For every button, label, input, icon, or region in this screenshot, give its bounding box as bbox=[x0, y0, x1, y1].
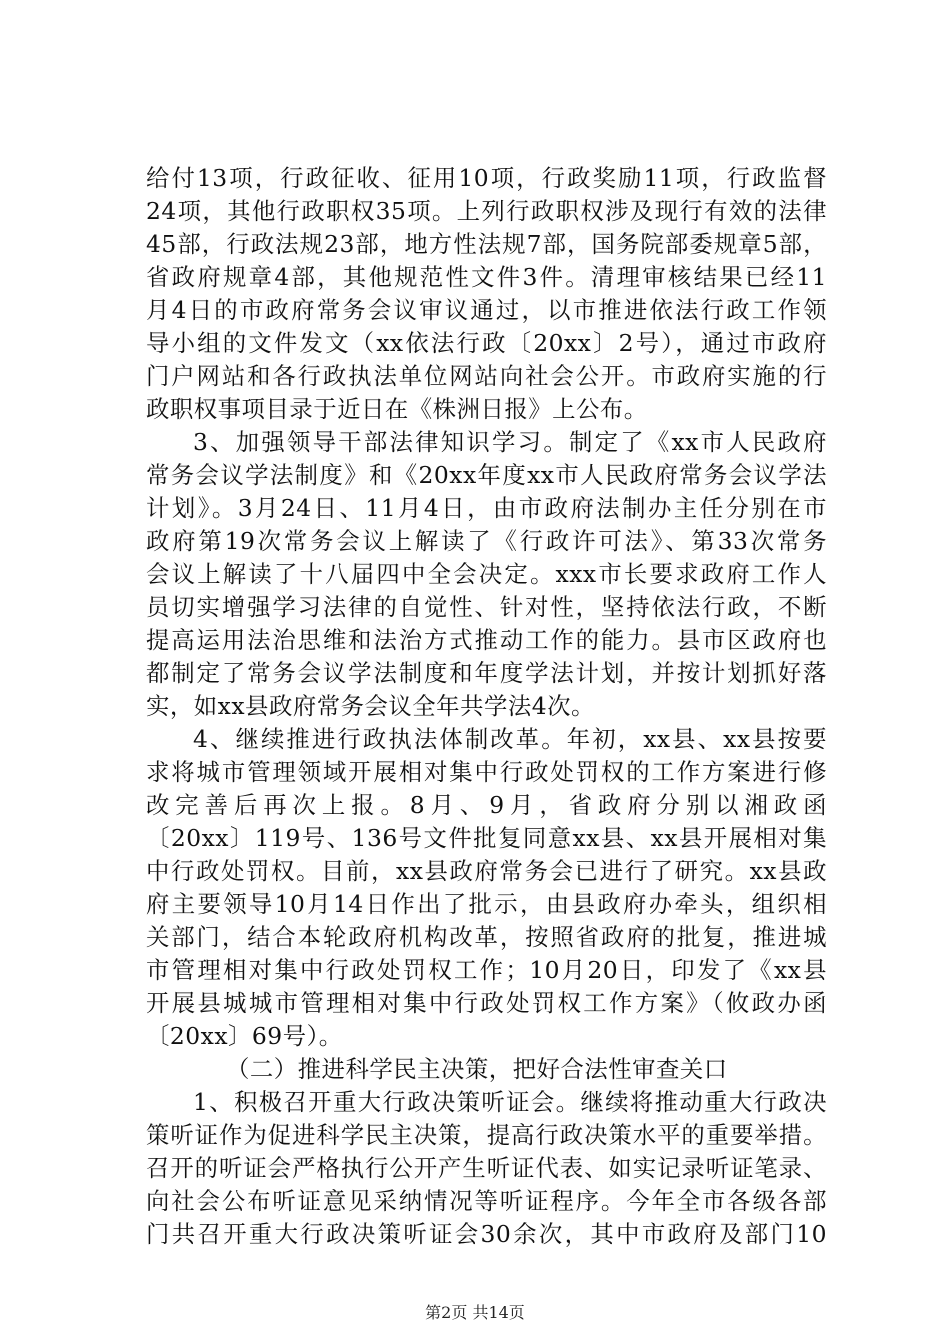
text-line: 导小组的文件发文（xx依法行政〔20xx〕2号），通过市政府 bbox=[146, 329, 827, 357]
page-footer bbox=[0, 1300, 950, 1323]
text-line: 常务会议学法制度》和《20xx年度xx市人民政府常务会议学法 bbox=[146, 461, 827, 489]
text-line: 市管理相对集中行政处罚权工作；10月20日，印发了《xx县 bbox=[146, 956, 827, 984]
text-line: 门户网站和各行政执法单位网站向社会公开。市政府实施的行 bbox=[146, 362, 827, 390]
text-line: 提高运用法治思维和法治方式推动工作的能力。县市区政府也 bbox=[146, 626, 827, 654]
text-line: 关部门，结合本轮政府机构改革，按照省政府的批复，推进城 bbox=[146, 923, 827, 951]
text-line: 给付13项，行政征收、征用10项，行政奖励11项，行政监督 bbox=[146, 164, 827, 192]
text-line: 召开的听证会严格执行公开产生听证代表、如实记录听证笔录、 bbox=[146, 1154, 827, 1182]
text-line: 1、积极召开重大行政决策听证会。继续将推动重大行政决 bbox=[193, 1088, 827, 1116]
text-line: 政府第19次常务会议上解读了《行政许可法》、第33次常务 bbox=[146, 527, 827, 555]
text-line: 计划》。3月24日、11月4日，由市政府法制办主任分别在市 bbox=[146, 494, 827, 522]
text-line: 省政府规章4部，其他规范性文件3件。清理审核结果已经11 bbox=[146, 263, 827, 291]
text-line: 实，如xx县政府常务会议全年共学法4次。 bbox=[146, 692, 595, 720]
text-line: 〔20xx〕119号、136号文件批复同意xx县、xx县开展相对集 bbox=[146, 824, 827, 852]
text-line: 求将城市管理领域开展相对集中行政处罚权的工作方案进行修 bbox=[146, 758, 827, 786]
text-line: 府主要领导10月14日作出了批示，由县政府办牵头，组织相 bbox=[146, 890, 827, 918]
section-heading: （二）推进科学民主决策，把好合法性审查关口 bbox=[226, 1055, 728, 1083]
text-line: 门共召开重大行政决策听证会30余次，其中市政府及部门10 bbox=[146, 1220, 827, 1248]
text-line: 月4日的市政府常务会议审议通过，以市推进依法行政工作领 bbox=[146, 296, 827, 324]
text-line: 员切实增强学习法律的自觉性、针对性，坚持依法行政，不断 bbox=[146, 593, 827, 621]
text-line: 改完善后再次上报。8月、9月，省政府分别以湘政函 bbox=[146, 791, 827, 819]
text-line: 向社会公布听证意见采纳情况等听证程序。今年全市各级各部 bbox=[146, 1187, 827, 1215]
text-line: 45部，行政法规23部，地方性法规7部，国务院部委规章5部， bbox=[146, 230, 827, 258]
page-number: 第2页 共14页 bbox=[425, 1303, 525, 1322]
text-line: 会议上解读了十八届四中全会决定。xxx市长要求政府工作人 bbox=[146, 560, 827, 588]
text-line: 4、继续推进行政执法体制改革。年初，xx县、xx县按要 bbox=[193, 725, 827, 753]
text-line: 策听证作为促进科学民主决策，提高行政决策水平的重要举措。 bbox=[146, 1121, 827, 1149]
text-line: 政职权事项目录于近日在《株洲日报》上公布。 bbox=[146, 395, 648, 423]
text-line: 〔20xx〕69号）。 bbox=[146, 1022, 343, 1050]
body-text bbox=[146, 162, 827, 1251]
text-line: 中行政处罚权。目前，xx县政府常务会已进行了研究。xx县政 bbox=[146, 857, 827, 885]
text-line: 24项，其他行政职权35项。上列行政职权涉及现行有效的法律 bbox=[146, 197, 827, 225]
text-line: 都制定了常务会议学法制度和年度学法计划，并按计划抓好落 bbox=[146, 659, 827, 687]
text-line: 开展县城城市管理相对集中行政处罚权工作方案》（攸政办函 bbox=[146, 989, 827, 1017]
text-line: 3、加强领导干部法律知识学习。制定了《xx市人民政府 bbox=[193, 428, 827, 456]
